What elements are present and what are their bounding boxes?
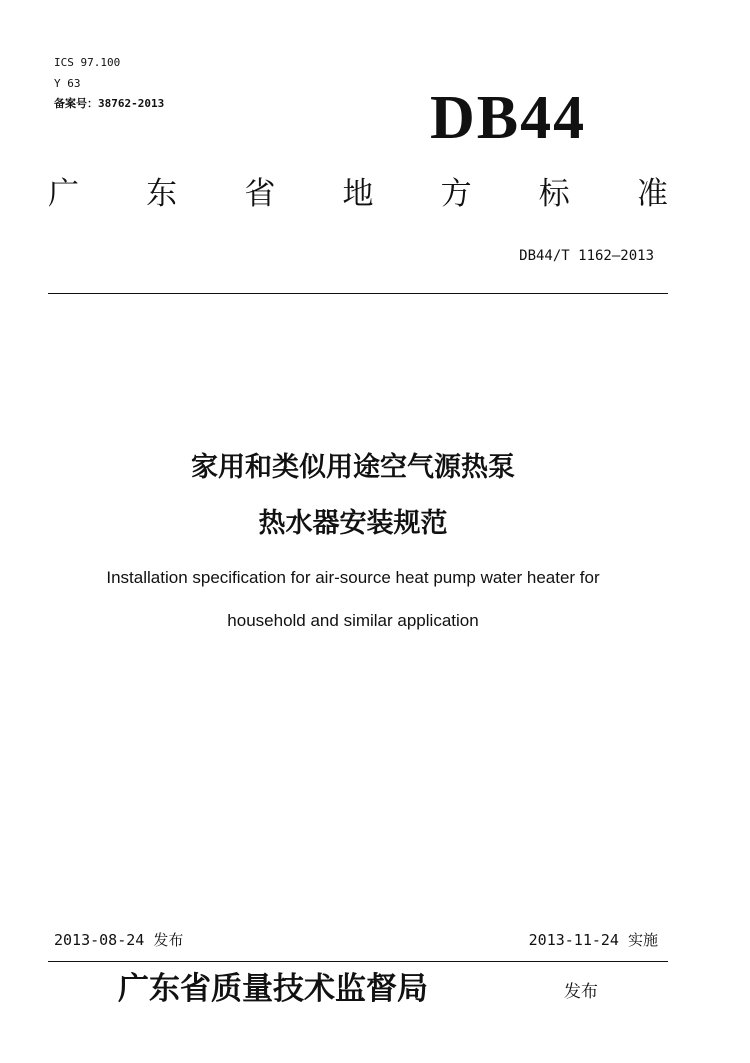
standard-type-char: 省 [244,176,276,212]
standard-type-char: 广 [48,176,79,212]
english-title-line-2: household and similar application [227,611,479,630]
implementation-date: 2013-11-24 实施 [528,931,658,949]
record-number: 备案号：38762-2013 [54,97,165,110]
chinese-title-line-2: 热水器安装规范 [258,508,448,539]
standard-type-char: 准 [636,176,668,212]
standard-number: DB44/T 1162—2013 [519,248,654,264]
english-title-line-1: Installation specification for air-source heat pump water heater for [106,568,600,587]
issuing-authority: 广东省质量技术监督局 [118,971,428,1007]
issuer-action: 发布 [564,982,598,1002]
standard-type-char: 标 [538,176,570,212]
ics-code: ICS 97.100 [54,56,121,69]
standard-type-char: 东 [146,176,178,212]
standard-type-char: 地 [342,176,374,212]
issue-date: 2013-08-24 发布 [54,931,184,949]
standard-logo-db44: DB44 [430,84,587,152]
classification-code: Y 63 [54,77,81,90]
bottom-divider [48,961,668,962]
standard-type-title [48,172,668,216]
standard-type-char: 方 [440,176,472,212]
chinese-title-line-1: 家用和类似用途空气源热泵 [191,452,515,483]
top-divider [48,293,668,294]
